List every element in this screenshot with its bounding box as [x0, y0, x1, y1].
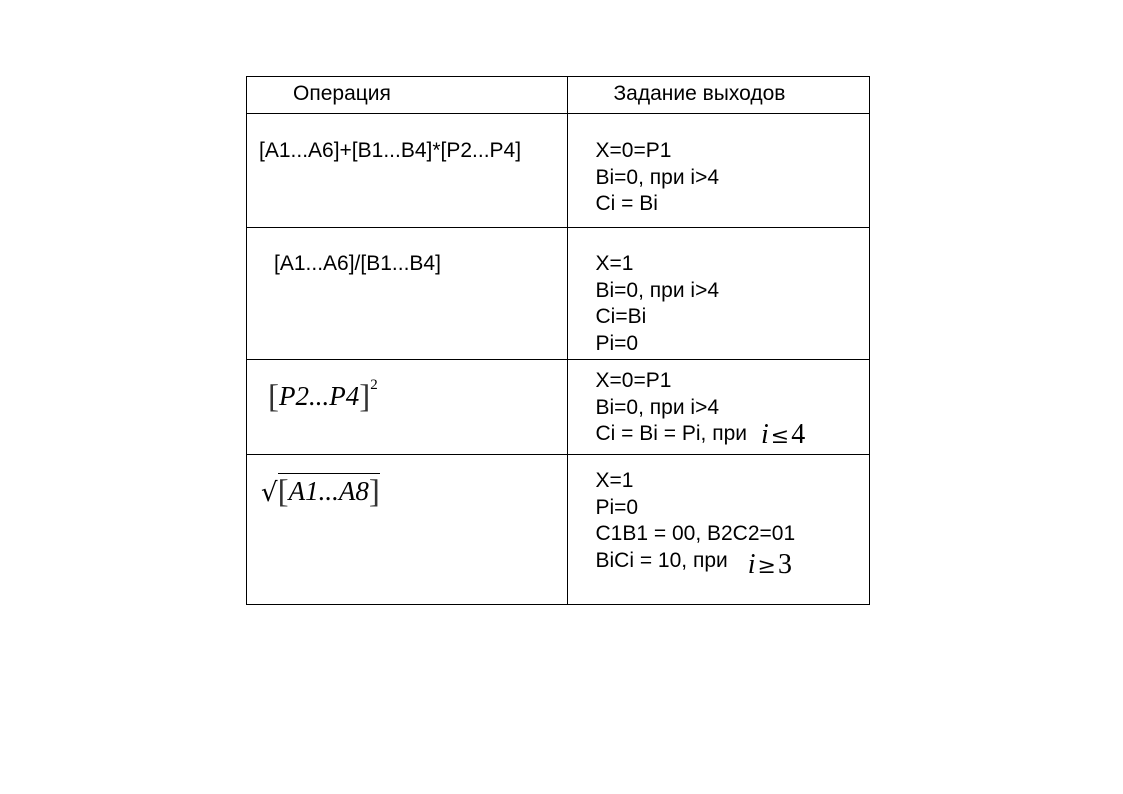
- outputs-list: [568, 228, 870, 357]
- output-line: X=1: [595, 469, 634, 492]
- operation-formula-root: [247, 455, 567, 510]
- table-row: [247, 455, 870, 605]
- table-row: [247, 228, 870, 360]
- outputs-cell: [567, 360, 870, 455]
- operation-cell: [247, 114, 568, 228]
- operation-formula: [A1...A6]/[B1...B4]: [274, 252, 441, 275]
- condition-formula: i≤4: [761, 419, 806, 450]
- table-header-row: [247, 77, 870, 114]
- outputs-list: [568, 455, 870, 580]
- output-line: Ci = Bi: [595, 192, 658, 215]
- output-line: X=1: [595, 252, 634, 275]
- output-line: Ci = Bi = Pi, при i≤4: [595, 419, 806, 450]
- output-line: Bi=0, при i>4: [595, 165, 720, 189]
- operation-formula-squared: $[P2...P4]^2$: [268, 377, 378, 415]
- output-line: Ci=Bi: [595, 305, 647, 328]
- output-line: C1B1 = 00, B2C2=01: [595, 522, 796, 545]
- output-line: Pi=0: [595, 495, 639, 519]
- sqrt-symbol: √: [261, 478, 278, 508]
- operation-formula: [A1...A6]+[B1...B4]*[P2...P4]: [259, 139, 522, 162]
- output-line: Pi=0: [595, 331, 639, 355]
- outputs-list: [568, 114, 870, 218]
- output-line: X=0=P1: [595, 369, 672, 392]
- operation-cell: [247, 455, 568, 605]
- output-line: Bi=0, при i>4: [595, 395, 720, 419]
- outputs-cell: [567, 114, 870, 228]
- sqrt-radicand: [A1...A8]: [277, 474, 380, 510]
- outputs-list: [568, 360, 870, 448]
- condition-formula: i≥3: [747, 548, 792, 580]
- outputs-cell: [567, 228, 870, 360]
- operation-cell: [247, 228, 568, 360]
- header-outputs: Задание выходов: [567, 77, 870, 114]
- outputs-cell: [567, 455, 870, 605]
- table-row: [247, 114, 870, 228]
- exponent: 2: [370, 377, 378, 393]
- table-row: [247, 360, 870, 455]
- output-line: Bi=0, при i>4: [595, 278, 720, 302]
- output-line: X=0=P1: [595, 139, 672, 162]
- header-operation: Операция: [247, 77, 568, 114]
- output-line: BiCi = 10, при i≥3: [595, 548, 792, 580]
- operation-cell: [247, 360, 568, 455]
- operations-table: [246, 76, 870, 605]
